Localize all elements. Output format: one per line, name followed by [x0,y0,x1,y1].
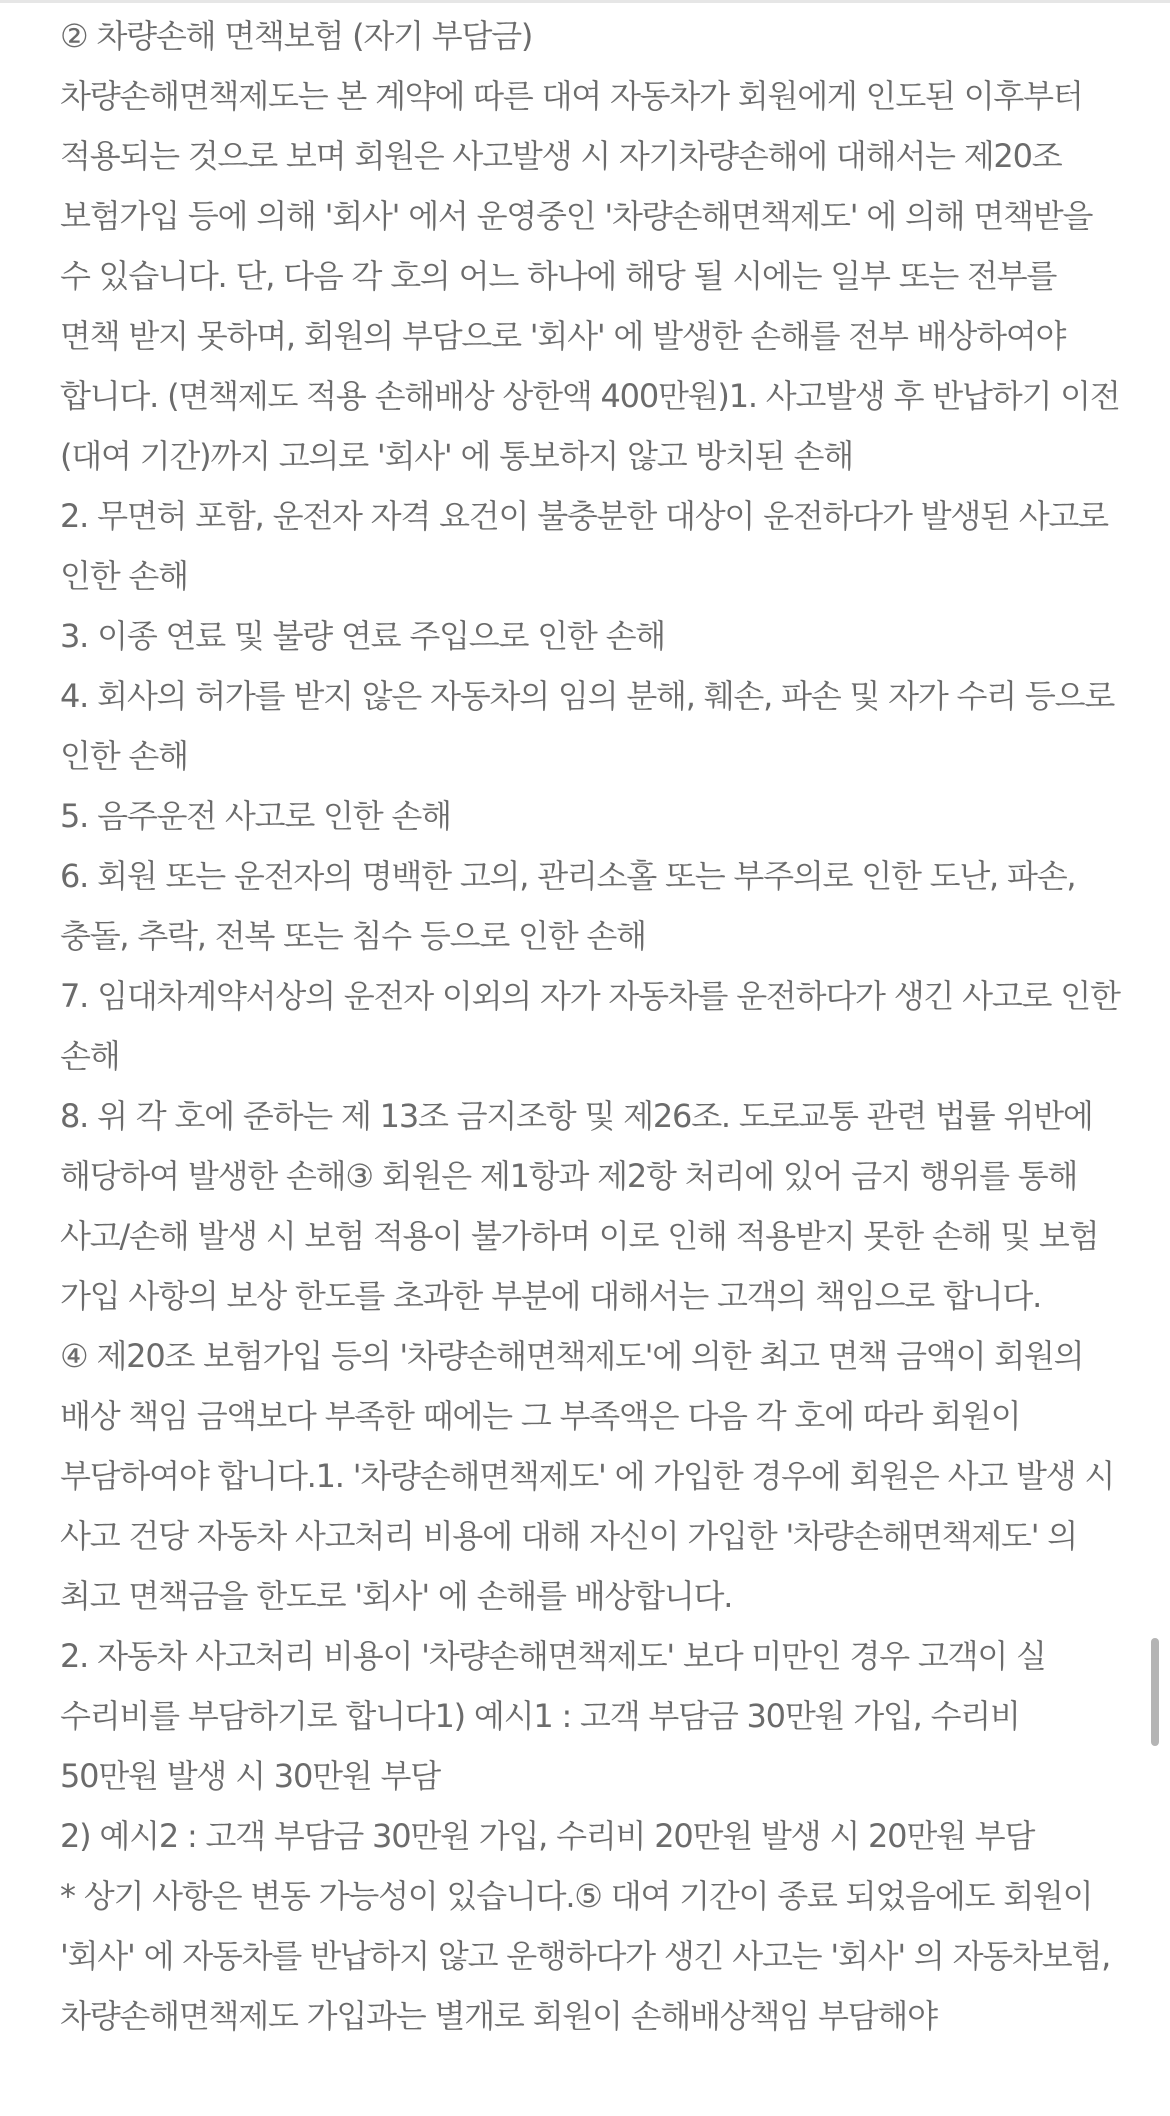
list-item-6: 6. 회원 또는 운전자의 명백한 고의, 관리소홀 또는 부주의로 인한 도난, 파손, 충돌, 추락, 전복 또는 침수 등으로 인한 손해 [60,857,1076,955]
paragraph-notice: * 상기 사항은 변동 가능성이 있습니다.⑤ 대여 기간이 종료 되었음에도 회원이 '회사' 에 자동차를 반납하지 않고 운행하다가 생긴 사고는 '회사' 의 자동차보험, 차량손해면책제도 가입과는 별개로 회원이 손해배상책임 부담해야 [60,1877,1111,2035]
paragraph-damage-waiver: 차량손해면책제도는 본 계약에 따른 대여 자동차가 회원에게 인도된 이후부터 적용되는 것으로 보며 회원은 사고발생 시 자기차량손해에 대해서는 제20조 보험가입 등에 의해 '회사' 에서 운영중인 '차량손해면책제도' 에 의해 면책받을 수 있습니다. 단, 다음 각 호의 어느 하나에 해당 될 시에는 일부 또는 전부를 면책 받지 못하며, 회원의 부담으로 '회사' 에 발생한 손해를 전부 배상하여야 합니다. (면책제도 적용 손해배상 상한액 400만원)1. 사고발생 후 반납하기 이전(대여 기간)까지 고의로 '회사' 에 통보하지 않고 방치된 손해 [60,77,1120,475]
list-item-2: 2. 무면허 포함, 운전자 자격 요건이 불충분한 대상이 운전하다가 발생된 사고로 인한 손해 [60,497,1108,595]
paragraph-max-waiver: ④ 제20조 보험가입 등의 '차량손해면책제도'에 의한 최고 면책 금액이 회원의 배상 책임 금액보다 부족한 때에는 그 부족액은 다음 각 호에 따라 회원이 부담하여야 합니다.1. '차량손해면책제도' 에 가입한 경우에 회원은 사고 발생 시 사고 건당 자동차 사고처리 비용에 대해 자신이 가입한 '차량손해면책제도' 의 최고 면책금을 한도로 '회사' 에 손해를 배상합니다. [60,1337,1115,1615]
scrollbar-thumb[interactable] [1151,1638,1159,1746]
list-item-4: 4. 회사의 허가를 받지 않은 자동차의 임의 분해, 훼손, 파손 및 자가 수리 등으로 인한 손해 [60,677,1115,775]
list-item-7: 7. 임대차계약서상의 운전자 이외의 자가 자동차를 운전하다가 생긴 사고로 인한 손해 [60,977,1120,1075]
list-item-repair-cost: 2. 자동차 사고처리 비용이 '차량손해면책제도' 보다 미만인 경우 고객이 실 수리비를 부담하기로 합니다1) 예시1 : 고객 부담금 30만원 가입, 수리비 50만원 발생 시 30만원 부담 [60,1637,1046,1795]
list-item-3: 3. 이종 연료 및 불량 연료 주입으로 인한 손해 [60,617,666,655]
section-heading-deductible: ② 차량손해 면책보험 (자기 부담금) [60,17,533,55]
list-item-5: 5. 음주운전 사고로 인한 손해 [60,797,451,835]
top-divider [0,0,1170,3]
terms-document [60,6,1120,2046]
example-2: 2) 예시2 : 고객 부담금 30만원 가입, 수리비 20만원 발생 시 20만원 부담 [60,1817,1035,1855]
list-item-8: 8. 위 각 호에 준하는 제 13조 금지조항 및 제26조. 도로교통 관련 법률 위반에 해당하여 발생한 손해③ 회원은 제1항과 제2항 처리에 있어 금지 행위를 통해 사고/손해 발생 시 보험 적용이 불가하며 이로 인해 적용받지 못한 손해 및 보험 가입 사항의 보상 한도를 초과한 부분에 대해서는 고객의 책임으로 합니다. [60,1097,1099,1315]
